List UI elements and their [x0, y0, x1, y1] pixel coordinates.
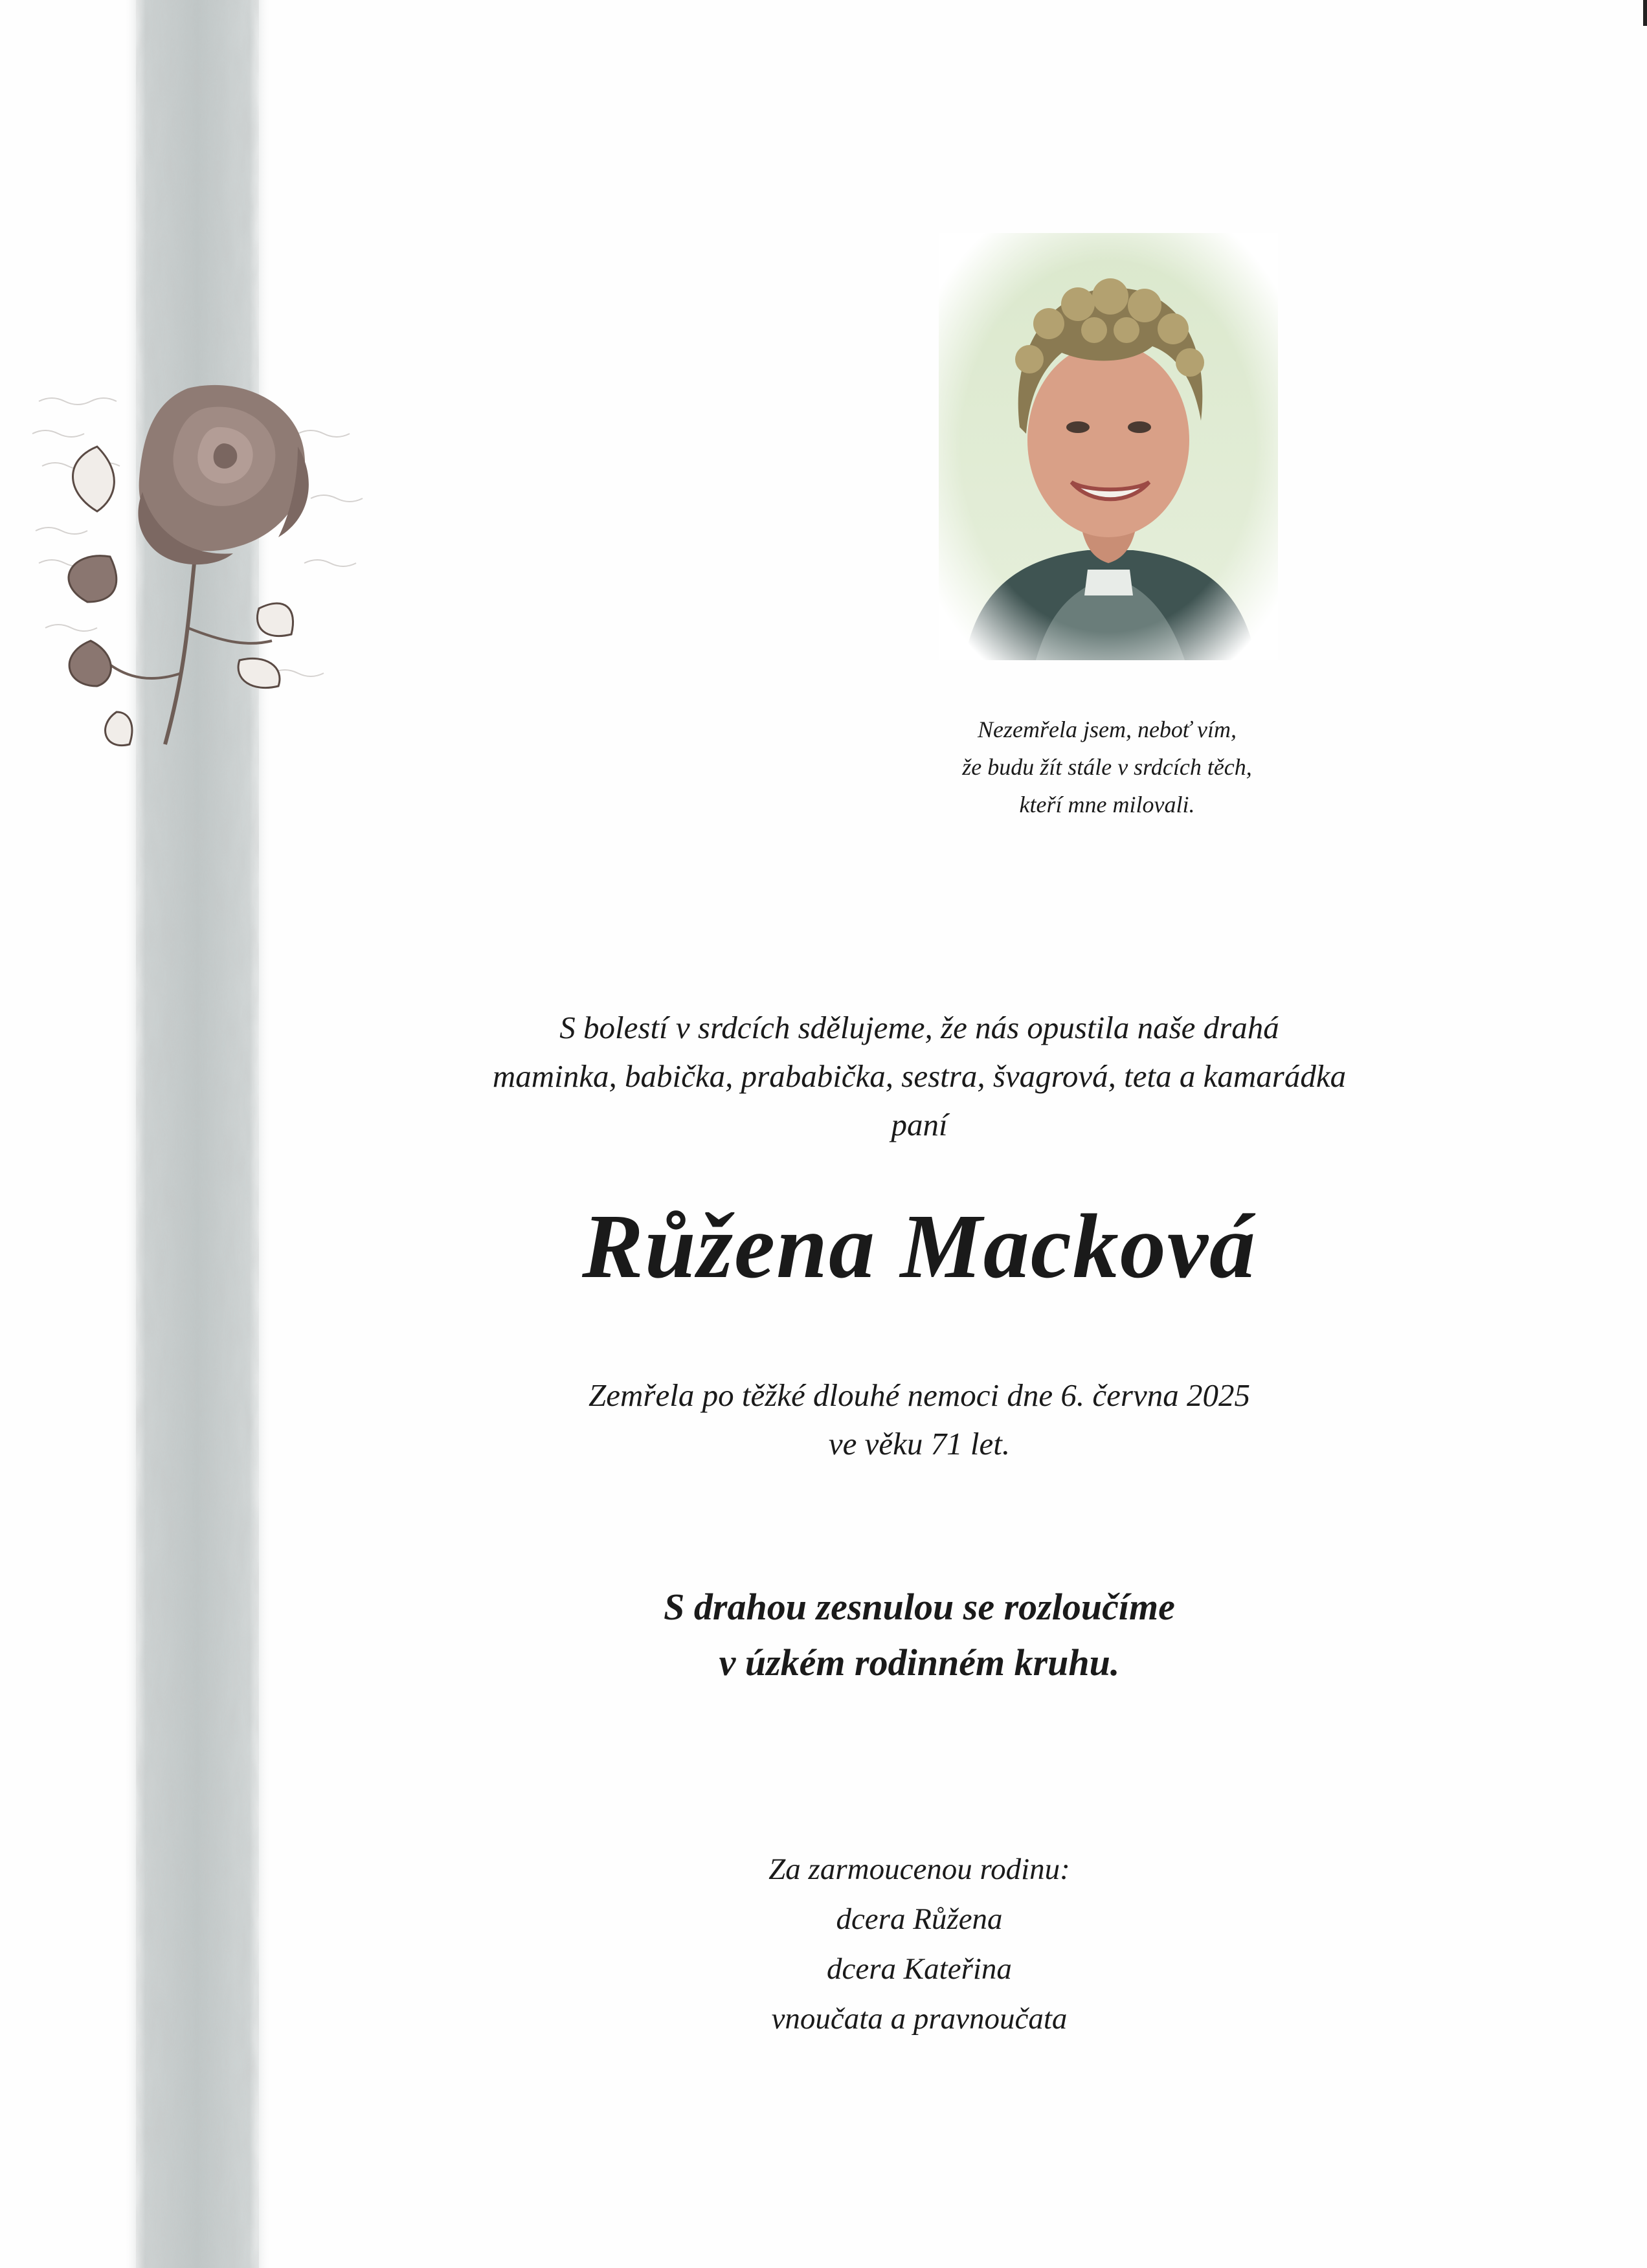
intro-line: maminka, babička, prababička, sestra, švagrová, teta a kamarádka: [492, 1058, 1347, 1094]
portrait-photo: [939, 233, 1278, 660]
family-signature: [531, 1845, 1308, 2044]
farewell-line: S drahou zesnulou se rozloučíme: [664, 1586, 1175, 1628]
death-notice: [337, 1371, 1502, 1468]
quote-line: Nezemřela jsem, neboť vím,: [977, 717, 1237, 742]
announcement-intro: [337, 1003, 1502, 1149]
memorial-quote: [822, 711, 1392, 823]
farewell-line: v úzkém rodinném kruhu.: [719, 1641, 1120, 1684]
scan-edge: [1643, 0, 1647, 26]
quote-line: že budu žít stále v srdcích těch,: [962, 754, 1252, 780]
death-line: Zemřela po těžké dlouhé nemoci dne 6. června 2025: [588, 1377, 1250, 1413]
death-line: ve věku 71 let.: [828, 1426, 1011, 1462]
family-line: vnoučata a pravnoučata: [771, 2002, 1068, 2036]
family-line: Za zarmoucenou rodinu:: [768, 1852, 1070, 1886]
rose-icon: [26, 350, 414, 777]
deceased-name: Růžena Macková: [582, 1195, 1257, 1297]
quote-line: kteří mne milovali.: [1019, 792, 1195, 817]
intro-line: paní: [891, 1107, 948, 1142]
intro-line: S bolestí v srdcích sdělujeme, že nás opustila naše drahá: [559, 1010, 1279, 1045]
decorative-band: [123, 0, 272, 2268]
family-line: dcera Kateřina: [827, 1952, 1012, 1986]
family-line: dcera Růžena: [836, 1902, 1003, 1936]
farewell-notice: [337, 1579, 1502, 1691]
